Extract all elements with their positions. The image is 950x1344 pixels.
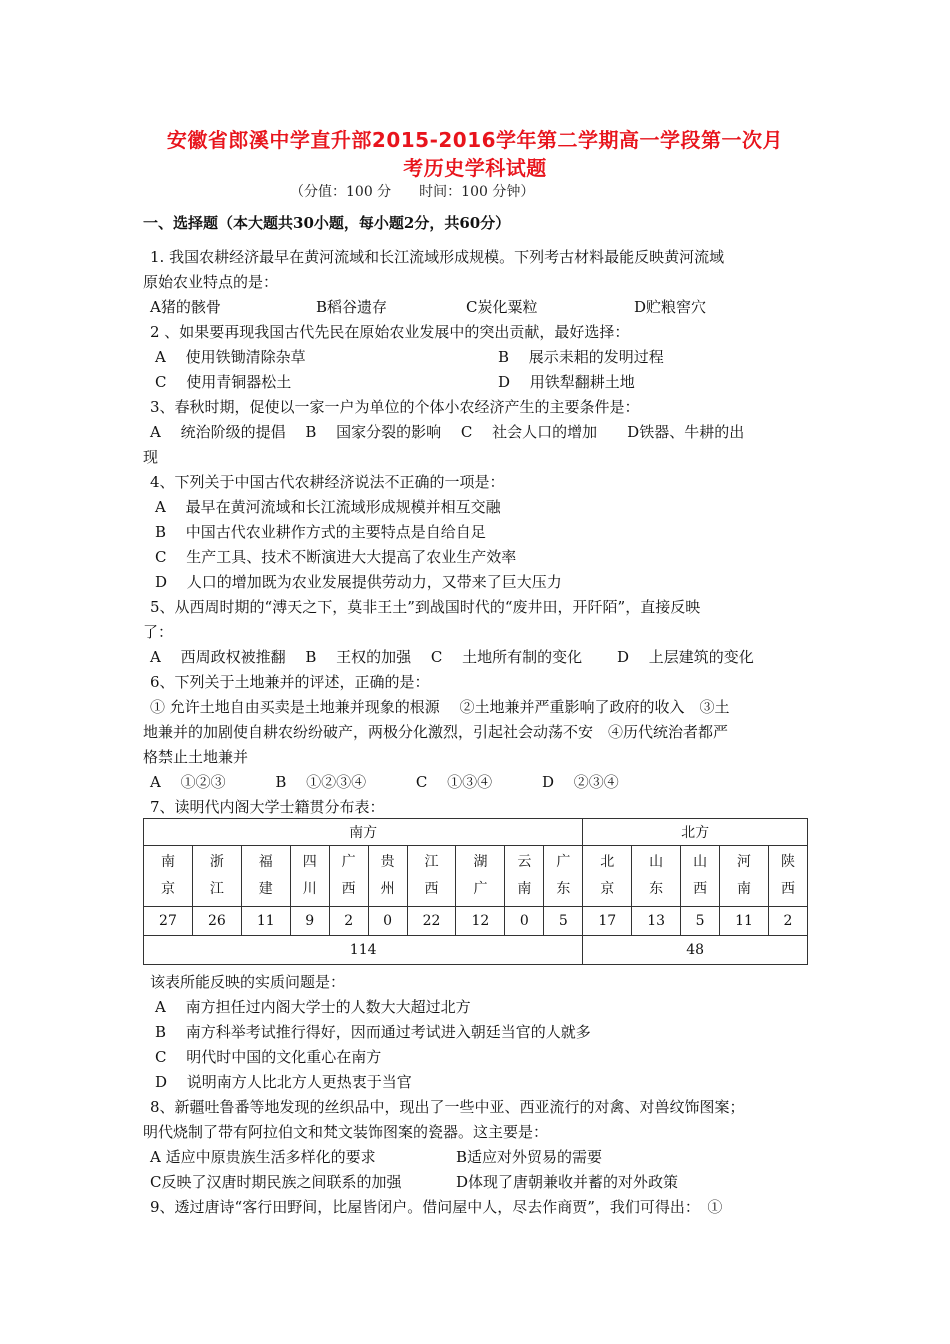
province-cell: 云 南 [505,846,544,907]
province-cell: 浙 江 [192,846,241,907]
q4-option-c: C 生产工具、技术不断演进大大提高了农业生产效率 [155,548,517,566]
province-cell: 山 西 [681,846,720,907]
q1-option-a: A猪的骸骨 [150,298,221,316]
q1-option-c: C炭化粟粒 [466,298,538,316]
q1-stem-line2: 原始农业特点的是： [143,273,279,291]
count-cell: 0 [368,907,407,936]
south-region-header: 南方 [144,819,583,846]
q8-stem-line2: 明代烧制了带有阿拉伯文和梵文装饰图案的瓷器。这主要是： [143,1123,549,1141]
north-total-cell: 48 [583,936,808,965]
q2-option-a: A 使用铁锄清除杂草 [155,348,306,366]
count-cell: 5 [681,907,720,936]
count-cell: 27 [144,907,193,936]
count-cell: 2 [329,907,368,936]
count-cell: 12 [456,907,505,936]
q8-option-c: C反映了汉唐时期民族之间联系的加强 [150,1173,402,1191]
count-cell: 9 [290,907,329,936]
q3-options-wrap: 现 [143,448,159,466]
province-cell: 福 建 [241,846,290,907]
q4-option-a: A 最早在黄河流域和长江流域形成规模并相互交融 [155,498,501,516]
q6-statement-line3: 格禁止土地兼并 [143,748,249,766]
province-cell: 广 东 [544,846,583,907]
q6-options: A ①②③ B ①②③④ C ①③④ D ②③④ [150,773,619,791]
q3-options: A 统治阶级的提倡 B 国家分裂的影响 C 社会人口的增加 D铁器、牛耕的出 [150,423,745,441]
count-cell: 11 [241,907,290,936]
q5-stem-line2: 了： [143,623,174,641]
q8-option-a: A 适应中原贵族生活多样化的要求 [150,1148,376,1166]
province-cell: 陕 西 [768,846,807,907]
q7-option-b: B 南方科举考试推行得好，因而通过考试进入朝廷当官的人就多 [155,1023,591,1041]
south-total-cell: 114 [144,936,583,965]
province-cell: 江 西 [407,846,456,907]
count-cell: 17 [583,907,632,936]
count-cell: 2 [768,907,807,936]
province-cell: 河 南 [720,846,769,907]
province-cell: 湖 广 [456,846,505,907]
q1-option-b: B稻谷遗存 [316,298,388,316]
exam-title-line1: 安徽省郎溪中学直升部2015-2016学年第二学期高一学段第一次月 [166,128,784,152]
q3-stem: 3、春秋时期，促使以一家一户为单位的个体小农经济产生的主要条件是： [150,398,640,416]
q2-option-d: D 用铁犁翻耕土地 [498,373,635,391]
province-cell: 贵 州 [368,846,407,907]
q1-stem-line1: 1. 我国农耕经济最早在黄河流域和长江流域形成规模。下列考古材料最能反映黄河流域 [150,248,725,266]
q7-option-d: D 说明南方人比北方人更热衷于当官 [155,1073,412,1091]
q6-stem: 6、下列关于土地兼并的评述，正确的是： [150,673,430,691]
q4-stem: 4、下列关于中国古代农耕经济说法不正确的一项是： [150,473,505,491]
province-cell: 广 西 [329,846,368,907]
exam-subtitle: （分值：100 分 时间：100 分钟） [290,184,535,200]
q7-stem: 7、读明代内阁大学士籍贯分布表： [150,798,385,816]
province-cell: 山 东 [632,846,681,907]
exam-title-line2: 考历史学科试题 [403,156,547,180]
q2-option-b: B 展示耒耜的发明过程 [498,348,664,366]
count-cell: 5 [544,907,583,936]
count-cell: 26 [192,907,241,936]
q6-statement-line2: 地兼并的加剧使自耕农纷纷破产，两极分化激烈，引起社会动荡不安 ④历代统治者都严 [143,723,729,741]
q8-stem-line1: 8、新疆吐鲁番等地发现的丝织品中，现出了一些中亚、西亚流行的对禽、对兽纹饰图案； [150,1098,745,1116]
count-cell: 22 [407,907,456,936]
grand-secretary-distribution-table [143,818,808,965]
q8-option-d: D体现了唐朝兼收并蓄的对外政策 [456,1173,679,1191]
count-cell: 0 [505,907,544,936]
north-region-header: 北方 [583,819,808,846]
q5-options: A 西周政权被推翻 B 王权的加强 C 土地所有制的变化 D 上层建筑的变化 [150,648,754,666]
q7-option-c: C 明代时中国的文化重心在南方 [155,1048,382,1066]
q7-option-a: A 南方担任过内阁大学士的人数大大超过北方 [155,998,471,1016]
province-cell: 四 川 [290,846,329,907]
q4-option-d: D 人口的增加既为农业发展提供劳动力，又带来了巨大压力 [155,573,562,591]
q5-stem-line1: 5、从西周时期的“溥天之下，莫非王土”到战国时代的“废井田，开阡陌”，直接反映 [150,598,701,616]
q1-option-d: D贮粮窖穴 [634,298,707,316]
section-heading: 一、选择题（本大题共30小题，每小题2分，共60分） [143,214,511,232]
q7-question: 该表所能反映的实质问题是： [150,973,346,991]
count-cell: 13 [632,907,681,936]
q8-option-b: B适应对外贸易的需要 [456,1148,603,1166]
province-cell: 南 京 [144,846,193,907]
q2-option-c: C 使用青铜器松土 [155,373,292,391]
province-cell: 北 京 [583,846,632,907]
q9-stem-line1: 9、透过唐诗“客行田野间，比屋皆闭户。借问屋中人，尽去作商贾”，我们可得出： ① [150,1198,723,1216]
q4-option-b: B 中国古代农业耕作方式的主要特点是自给自足 [155,523,486,541]
q2-stem: 2 、如果要再现我国古代先民在原始农业发展中的突出贡献，最好选择： [150,323,630,341]
count-cell: 11 [720,907,769,936]
q6-statement-line1: ① 允许土地自由买卖是土地兼并现象的根源 ②土地兼并严重影响了政府的收入 ③土 [150,698,730,716]
